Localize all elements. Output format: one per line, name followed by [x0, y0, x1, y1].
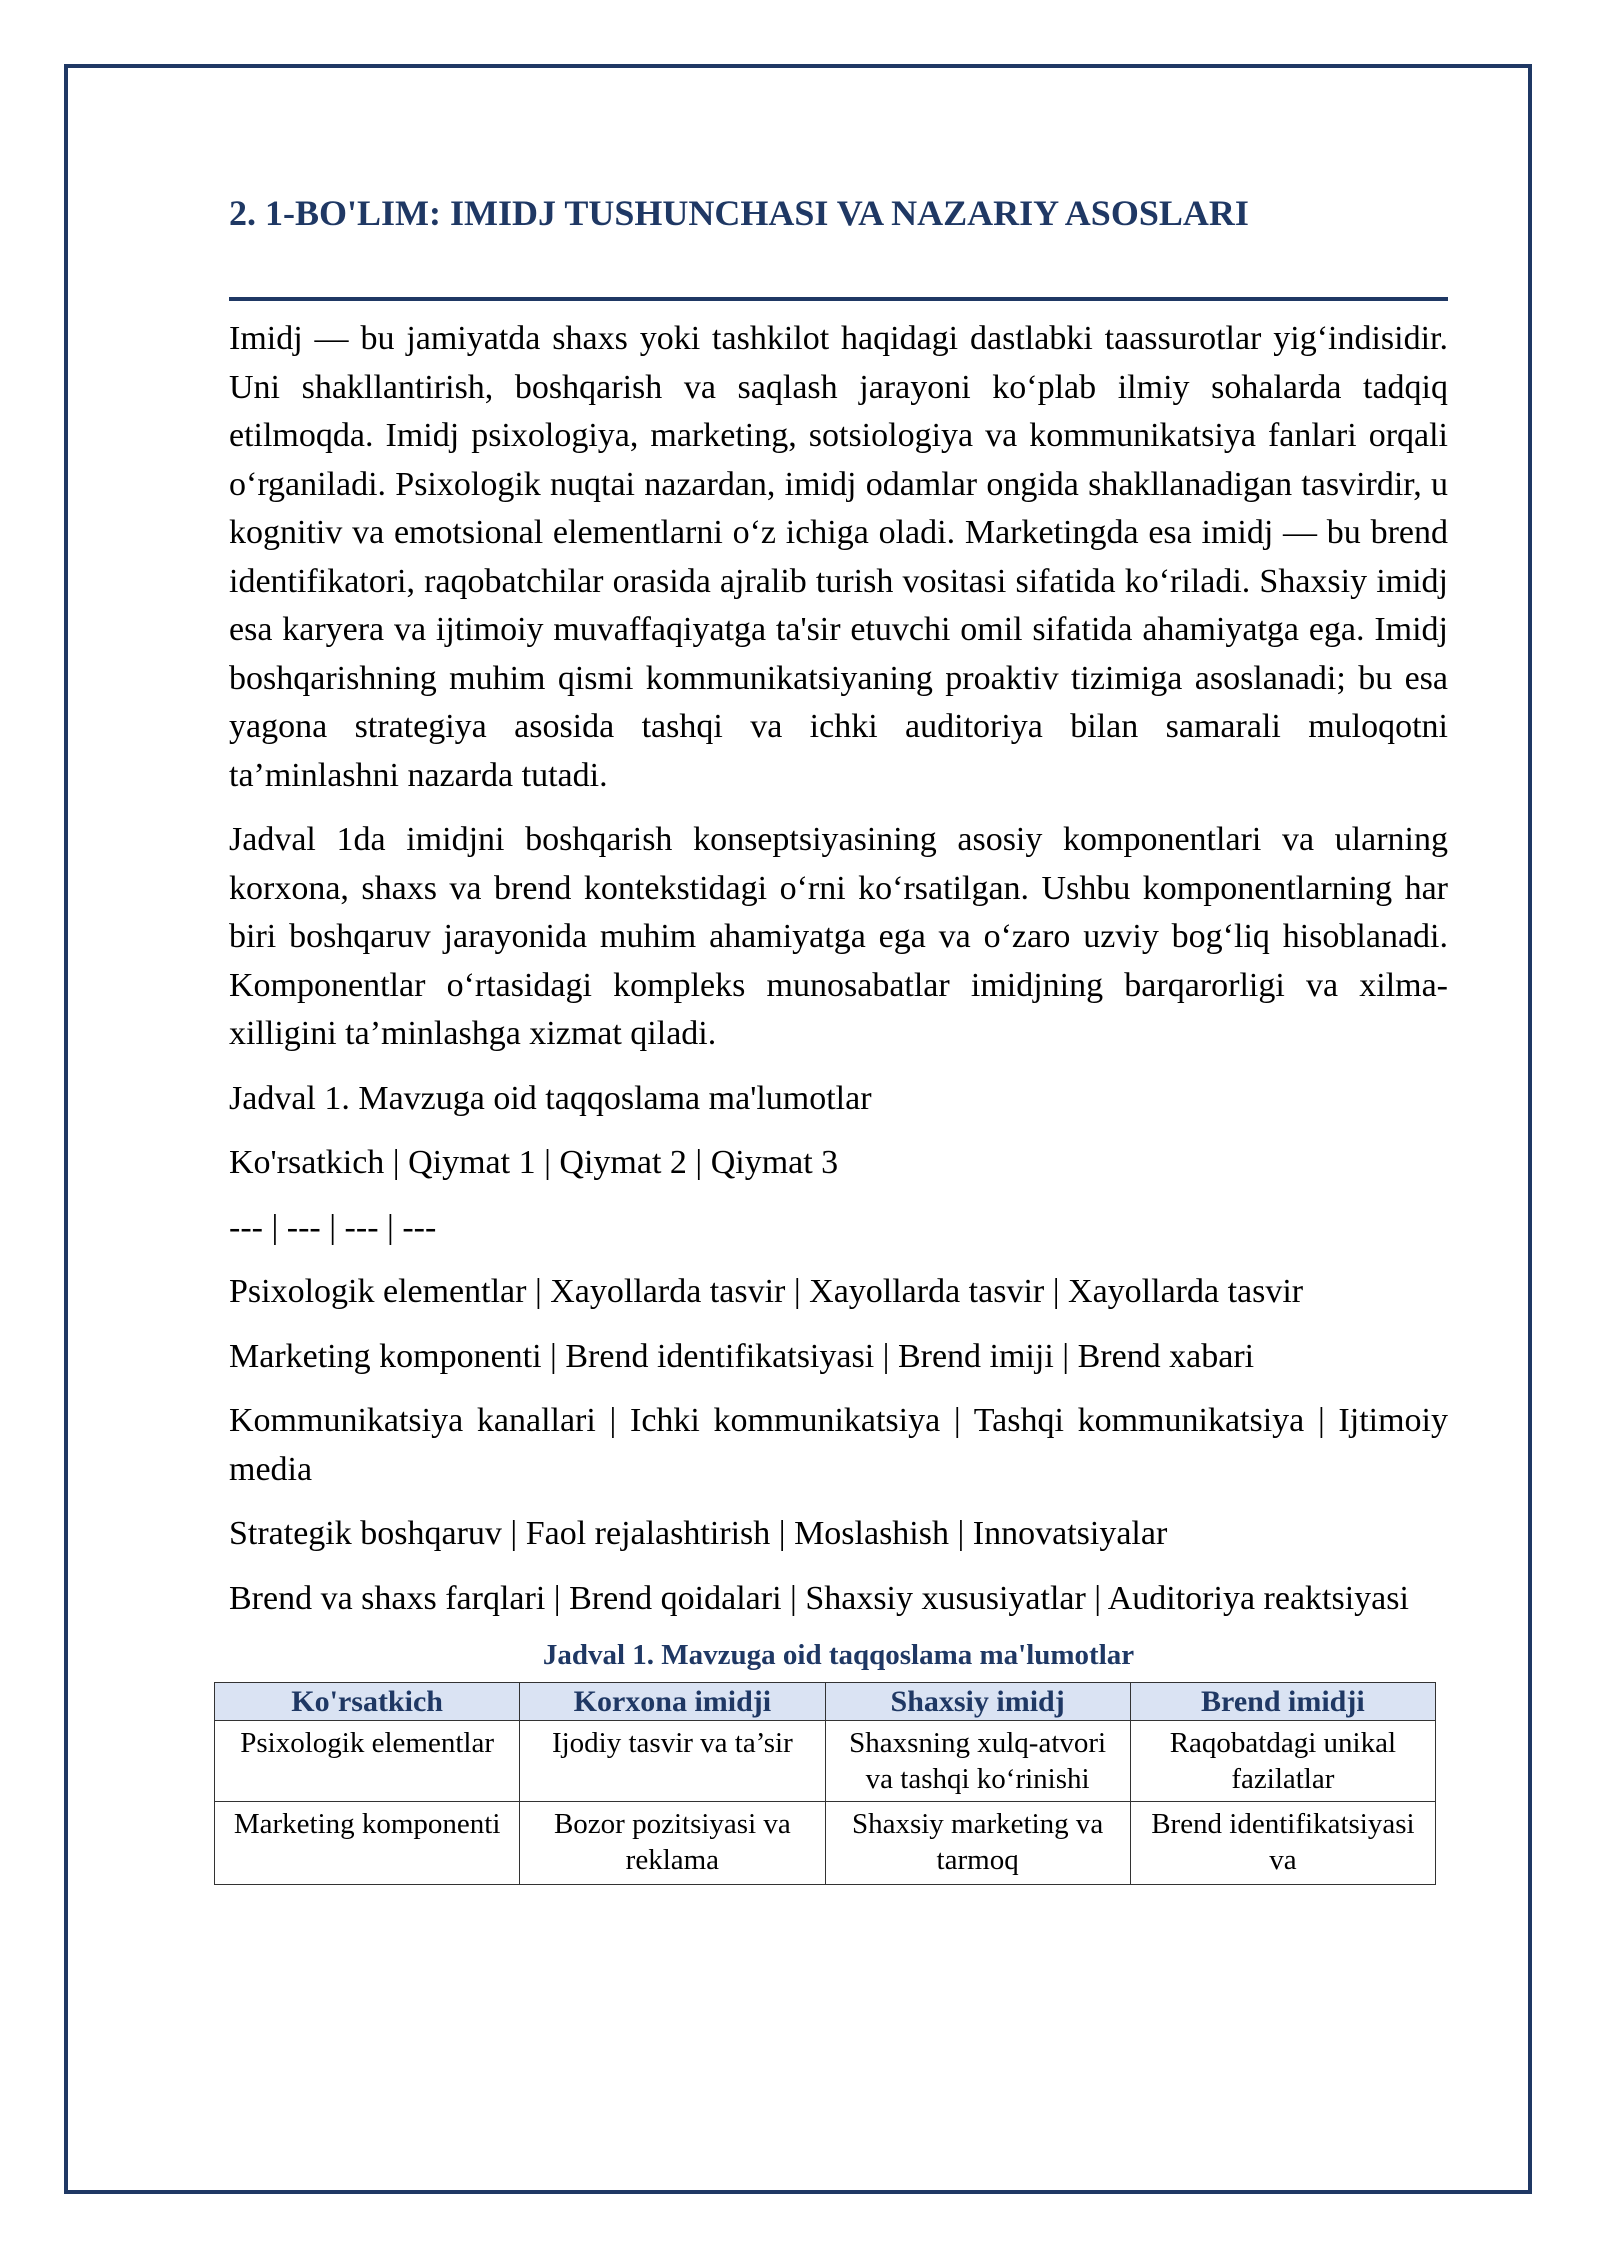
markdown-row-line: Kommunikatsiya kanallari | Ichki kommunikatsiya | Tashqi kommunikatsiya | Ijtimoiy media [229, 1402, 1448, 1488]
table-cell-text: Marketing komponenti [233, 1808, 501, 1841]
markdown-separator-line: --- | --- | --- | --- [229, 1208, 437, 1246]
table-cell-text: Brend identifikatsiyasi va [1151, 1808, 1415, 1877]
table-cell [825, 1802, 1130, 1885]
table-cell [215, 1802, 520, 1885]
comparison-table [214, 1682, 1436, 1885]
table-row [215, 1802, 1436, 1885]
heading-underline [229, 297, 1448, 301]
table-cell: Raqobatdagi unikal fazilatlar [1130, 1721, 1435, 1802]
table-cell [520, 1802, 825, 1885]
table-cell-text: Bozor pozitsiyasi va reklama [553, 1808, 791, 1877]
markdown-row-line: Brend va shaxs farqlari | Brend qoidalari | Shaxsiy xususiyatlar | Auditoriya reaktsiyasi [229, 1579, 1409, 1617]
table-cell: Shaxsning xulq-atvori va tashqi ko‘rinishi [825, 1721, 1130, 1802]
table-header-cell: Ko'rsatkich [215, 1683, 520, 1721]
markdown-row-line: Marketing komponenti | Brend identifikatsiyasi | Brend imiji | Brend xabari [229, 1337, 1255, 1375]
body-paragraph: Imidj — bu jamiyatda shaxs yoki tashkilot haqidagi dastlabki taassurotlar yig‘indisidir. Uni shakllantirish, boshqarish va saqlash jarayoni ko‘plab ilmiy sohalarda tadqiq etilmoqda. Imidj psixologiya, marketing, sotsiologiya va kommunikatsiya fanlari orqali o‘rganiladi. Psixologik nuqtai nazardan, imidj odamlar ongida shakllanadigan tasvirdir, u kognitiv va emotsional elementlarni o‘z ichiga oladi. Marketingda esa imidj — bu brend identifikatori, raqobatchilar orasida ajralib turish vositasi sifatida ko‘riladi. Shaxsiy imidj esa karyera va ijtimoiy muvaffaqiyatga ta'sir etuvchi omil sifatida ahamiyatga ega. Imidj boshqarishning muhim qismi kommunikatsiyaning proaktiv tizimiga asoslanadi; bu esa yagona strategiya asosida tashqi va ichki auditoriya bilan samarali muloqotni ta’minlashni nazarda tutadi. [229, 320, 1448, 794]
table-header-cell: Korxona imidji [520, 1683, 825, 1721]
markdown-row-line: Psixologik elementlar | Xayollarda tasvir | Xayollarda tasvir | Xayollarda tasvir [229, 1273, 1304, 1311]
table-header-cell: Brend imidji [1130, 1683, 1435, 1721]
section-heading: 2. 1-BO'LIM: IMIDJ TUSHUNCHASI VA NAZARIY ASOSLARI [229, 193, 1249, 233]
document-content [229, 172, 1448, 1885]
table-cell: Ijodiy tasvir va ta’sir [520, 1721, 825, 1802]
table-header-row [215, 1683, 1436, 1721]
markdown-header-line: Ko'rsatkich | Qiymat 1 | Qiymat 2 | Qiymat 3 [229, 1144, 839, 1182]
table-cell [1130, 1802, 1435, 1885]
markdown-caption-line: Jadval 1. Mavzuga oid taqqoslama ma'lumotlar [229, 1079, 872, 1117]
body-paragraph: Jadval 1da imidjni boshqarish konseptsiyasining asosiy komponentlari va ularning korxona, shaxs va brend kontekstidagi o‘rni ko‘rsatilgan. Ushbu komponentlarning har biri boshqaruv jarayonida muhim ahamiyatga ega va o‘zaro uzviy bog‘liq hisoblanadi. Komponentlar o‘rtasidagi kompleks munosabatlar imidjning barqarorligi va xilma-xilligini ta’minlashga xizmat qiladi. [229, 821, 1448, 1053]
table-cell-text: Shaxsiy marketing va tarmoq [851, 1808, 1104, 1877]
table-header-cell: Shaxsiy imidj [825, 1683, 1130, 1721]
table-row [215, 1721, 1436, 1802]
markdown-row-line: Strategik boshqaruv | Faol rejalashtirish | Moslashish | Innovatsiyalar [229, 1515, 1168, 1553]
table-caption: Jadval 1. Mavzuga oid taqqoslama ma'lumotlar [542, 1639, 1135, 1672]
table-cell: Psixologik elementlar [215, 1721, 520, 1802]
